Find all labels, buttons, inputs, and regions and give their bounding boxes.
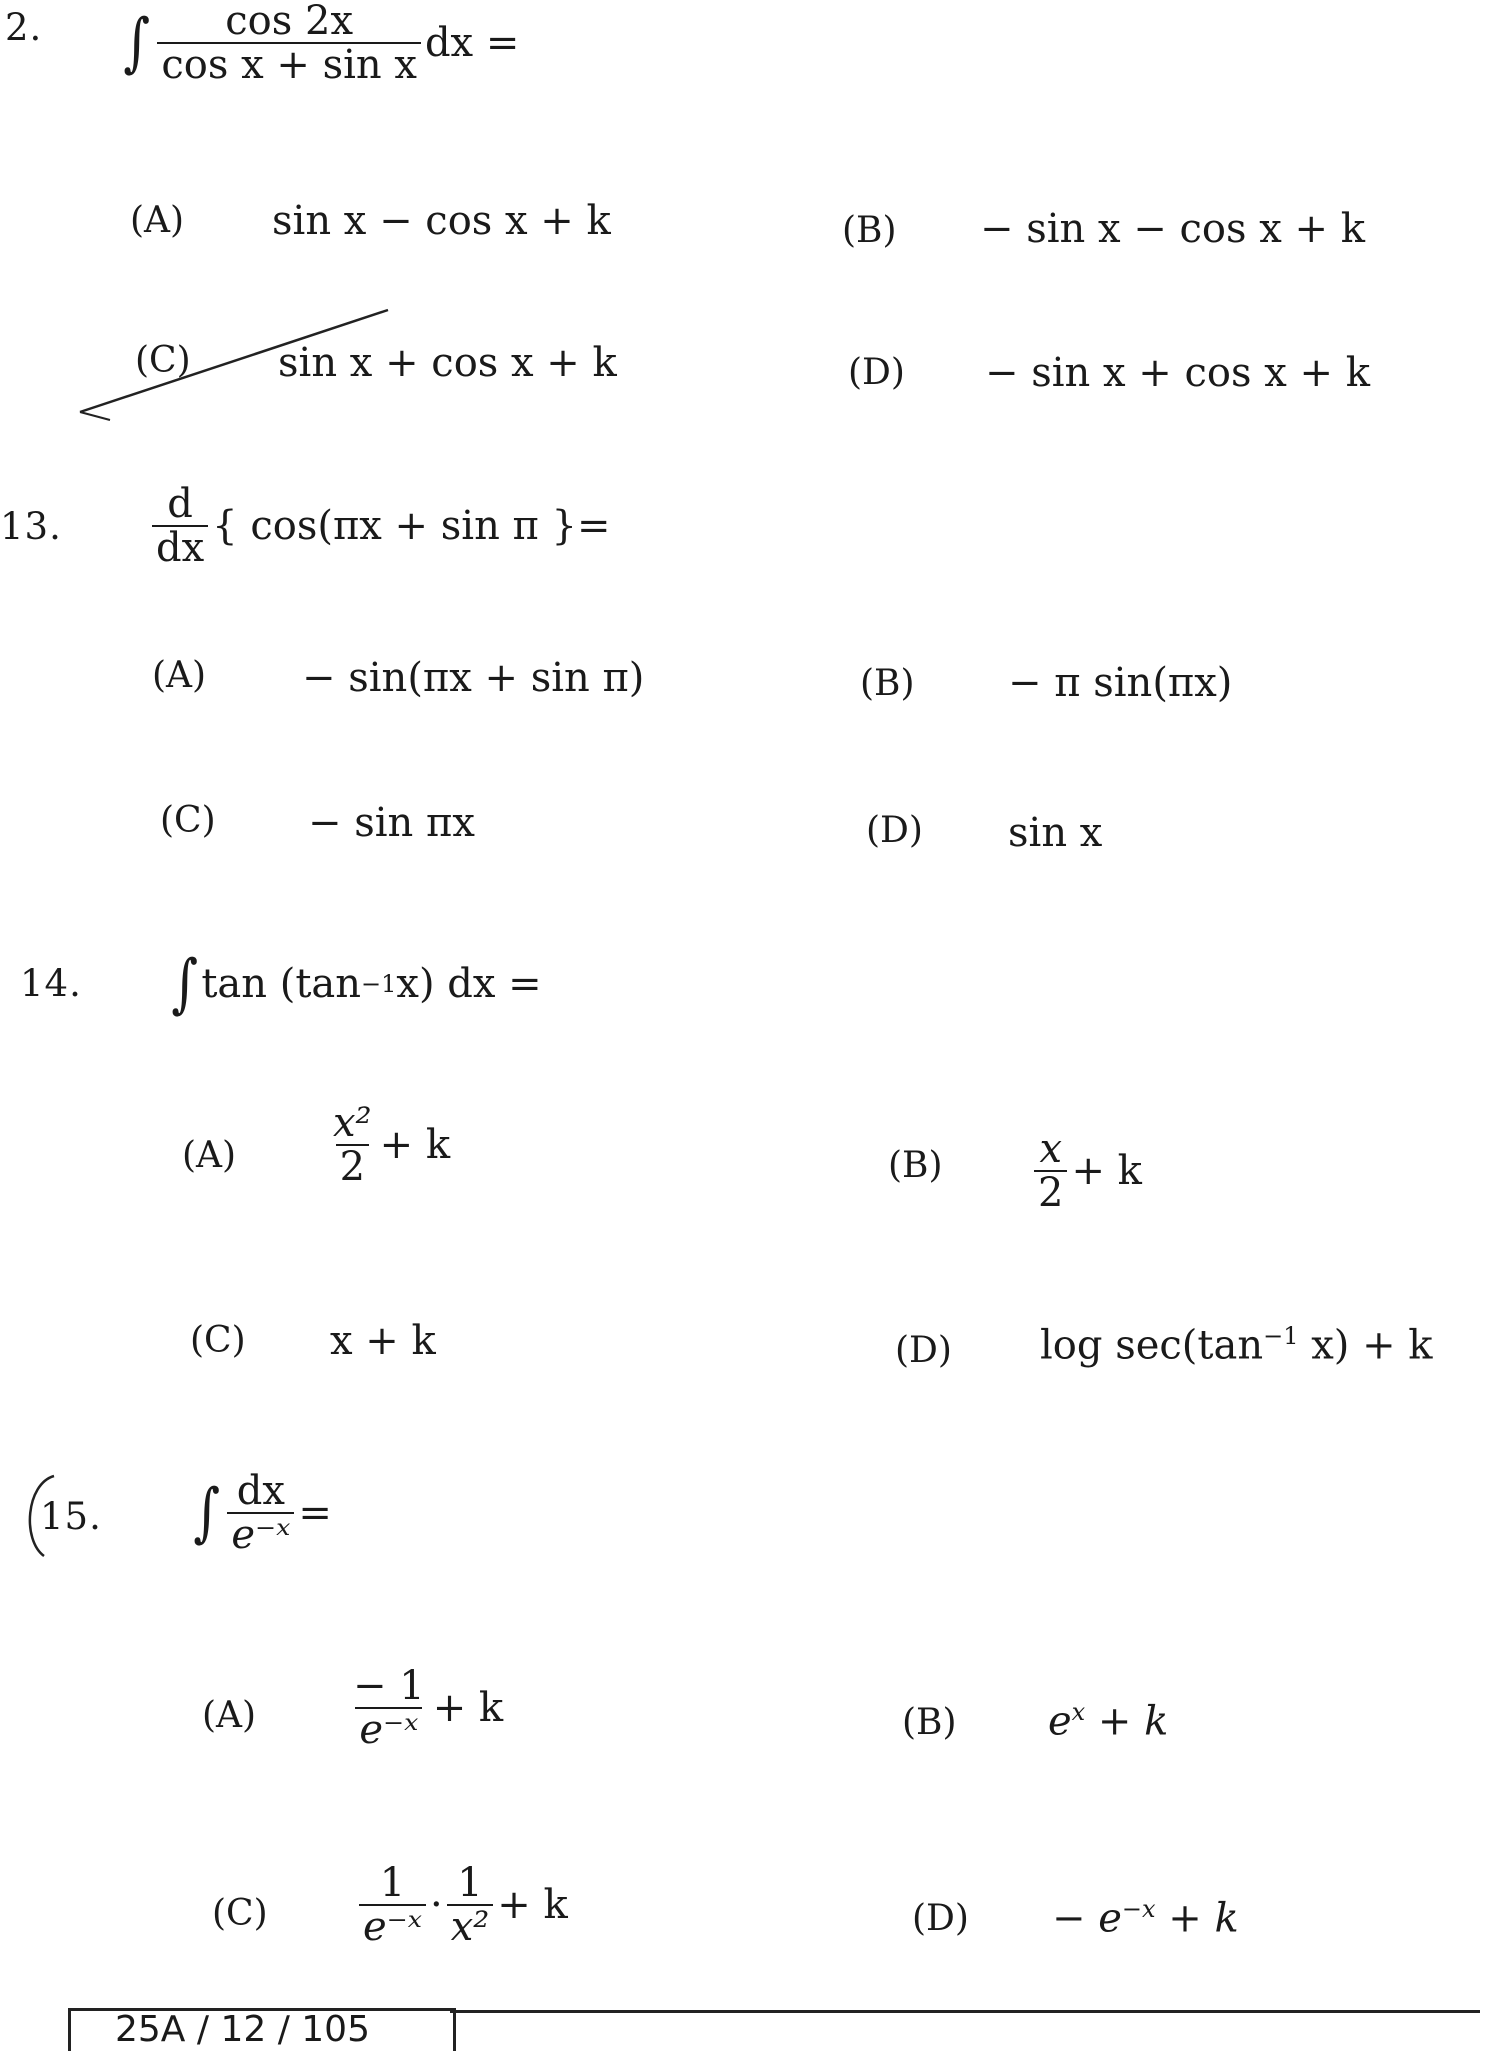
- option-expression: [1030, 1128, 1142, 1214]
- integral-sign: ∫: [171, 947, 199, 1021]
- option-text: sin x: [1008, 810, 1103, 856]
- option-label: (A): [182, 1135, 237, 1176]
- option-label: (D): [895, 1330, 952, 1371]
- superscript: −x: [1121, 1895, 1156, 1923]
- fraction: [157, 0, 421, 86]
- option-label: (A): [130, 200, 185, 241]
- option-expression: [1040, 1322, 1433, 1368]
- multiply-dot: ·: [429, 1882, 443, 1928]
- denominator: e⁻ˣ: [359, 1904, 426, 1948]
- option-label: (B): [888, 1145, 943, 1186]
- stem-body: tan (tan: [201, 961, 362, 1007]
- fraction: [152, 483, 208, 569]
- denominator: e⁻ˣ: [227, 1512, 294, 1556]
- option-tail: + k: [432, 1685, 504, 1731]
- fraction: [227, 1470, 294, 1556]
- option-tail: x) + k: [1298, 1322, 1433, 1369]
- option-body: − e: [1052, 1895, 1122, 1942]
- option-label: (C): [135, 340, 191, 381]
- denominator: 2: [1034, 1170, 1067, 1214]
- question-number: 14.: [20, 962, 82, 1005]
- option-label: (D): [848, 352, 905, 393]
- option-body: log sec(tan: [1040, 1322, 1264, 1369]
- option-text: sin x + cos x + k: [278, 340, 617, 386]
- option-text: − sin πx: [308, 800, 475, 846]
- integral-sign: ∫: [193, 1476, 221, 1550]
- option-label: (D): [866, 810, 923, 851]
- numerator: x: [1039, 1126, 1062, 1172]
- question-stem: [168, 947, 542, 1021]
- option-text: − sin(πx + sin π): [302, 655, 645, 701]
- option-tail: + k: [379, 1122, 451, 1168]
- option-expression: [325, 1102, 450, 1188]
- superscript: −1: [1263, 1322, 1299, 1350]
- denominator: dx: [152, 525, 208, 569]
- option-text: x + k: [330, 1318, 436, 1364]
- footer-code: 25A / 12 / 105: [115, 2009, 370, 2050]
- option-body: e: [1048, 1698, 1072, 1745]
- integral-sign: ∫: [123, 6, 151, 80]
- numerator: − 1: [353, 1663, 425, 1709]
- stem-tail: x) dx =: [396, 961, 542, 1007]
- numerator: d: [167, 481, 193, 527]
- denominator: 2: [336, 1144, 369, 1188]
- stem-tail: { cos(πx + sin π }=: [212, 503, 611, 549]
- option-text: − π sin(πx): [1008, 660, 1233, 706]
- fraction: [349, 1665, 429, 1751]
- option-label: (B): [902, 1702, 957, 1743]
- numerator: dx: [236, 1468, 285, 1514]
- fraction: [329, 1102, 376, 1188]
- question-stem: [120, 0, 519, 86]
- option-tail: + k: [1155, 1895, 1239, 1942]
- denominator: x²: [447, 1904, 494, 1948]
- option-label: (C): [160, 800, 216, 841]
- fraction: [1034, 1128, 1067, 1214]
- footer-code-box: [68, 2008, 456, 2051]
- option-expression: [1052, 1895, 1239, 1941]
- option-label: (C): [212, 1893, 268, 1934]
- option-text: − sin x + cos x + k: [985, 350, 1370, 396]
- numerator: 1: [457, 1860, 483, 1906]
- stem-tail: dx =: [424, 20, 520, 66]
- question-number: 2.: [5, 6, 43, 49]
- question-stem: [148, 483, 611, 569]
- numerator: 1: [379, 1860, 406, 1906]
- question-number: 15.: [40, 1495, 102, 1538]
- question-stem: [190, 1470, 332, 1556]
- fraction: [359, 1862, 426, 1948]
- option-expression: [345, 1665, 503, 1751]
- option-tail: + k: [1071, 1148, 1142, 1194]
- option-label: (C): [190, 1320, 246, 1361]
- option-tail: + k: [1085, 1698, 1169, 1745]
- superscript: −1: [361, 970, 397, 998]
- option-label: (B): [842, 210, 897, 251]
- denominator: e⁻ˣ: [355, 1707, 422, 1751]
- option-expression: [1048, 1698, 1168, 1744]
- footer-rule: [450, 2010, 1480, 2013]
- denominator: cos x + sin x: [157, 42, 421, 86]
- numerator: x²: [333, 1100, 372, 1146]
- option-label: (A): [152, 655, 207, 696]
- option-label: (B): [860, 663, 915, 704]
- option-expression: [355, 1862, 568, 1948]
- question-number: 13.: [0, 505, 62, 548]
- option-label: (D): [912, 1898, 969, 1939]
- fraction: [447, 1862, 494, 1948]
- handwritten-circle-mark: [20, 1470, 60, 1560]
- option-label: (A): [202, 1695, 257, 1736]
- option-text: sin x − cos x + k: [272, 198, 611, 244]
- option-text: − sin x − cos x + k: [980, 206, 1365, 252]
- option-tail: + k: [497, 1882, 568, 1928]
- stem-tail: =: [298, 1490, 332, 1536]
- numerator: cos 2x: [225, 0, 353, 44]
- pen-strike-mark: [70, 300, 400, 430]
- superscript: x: [1071, 1698, 1086, 1726]
